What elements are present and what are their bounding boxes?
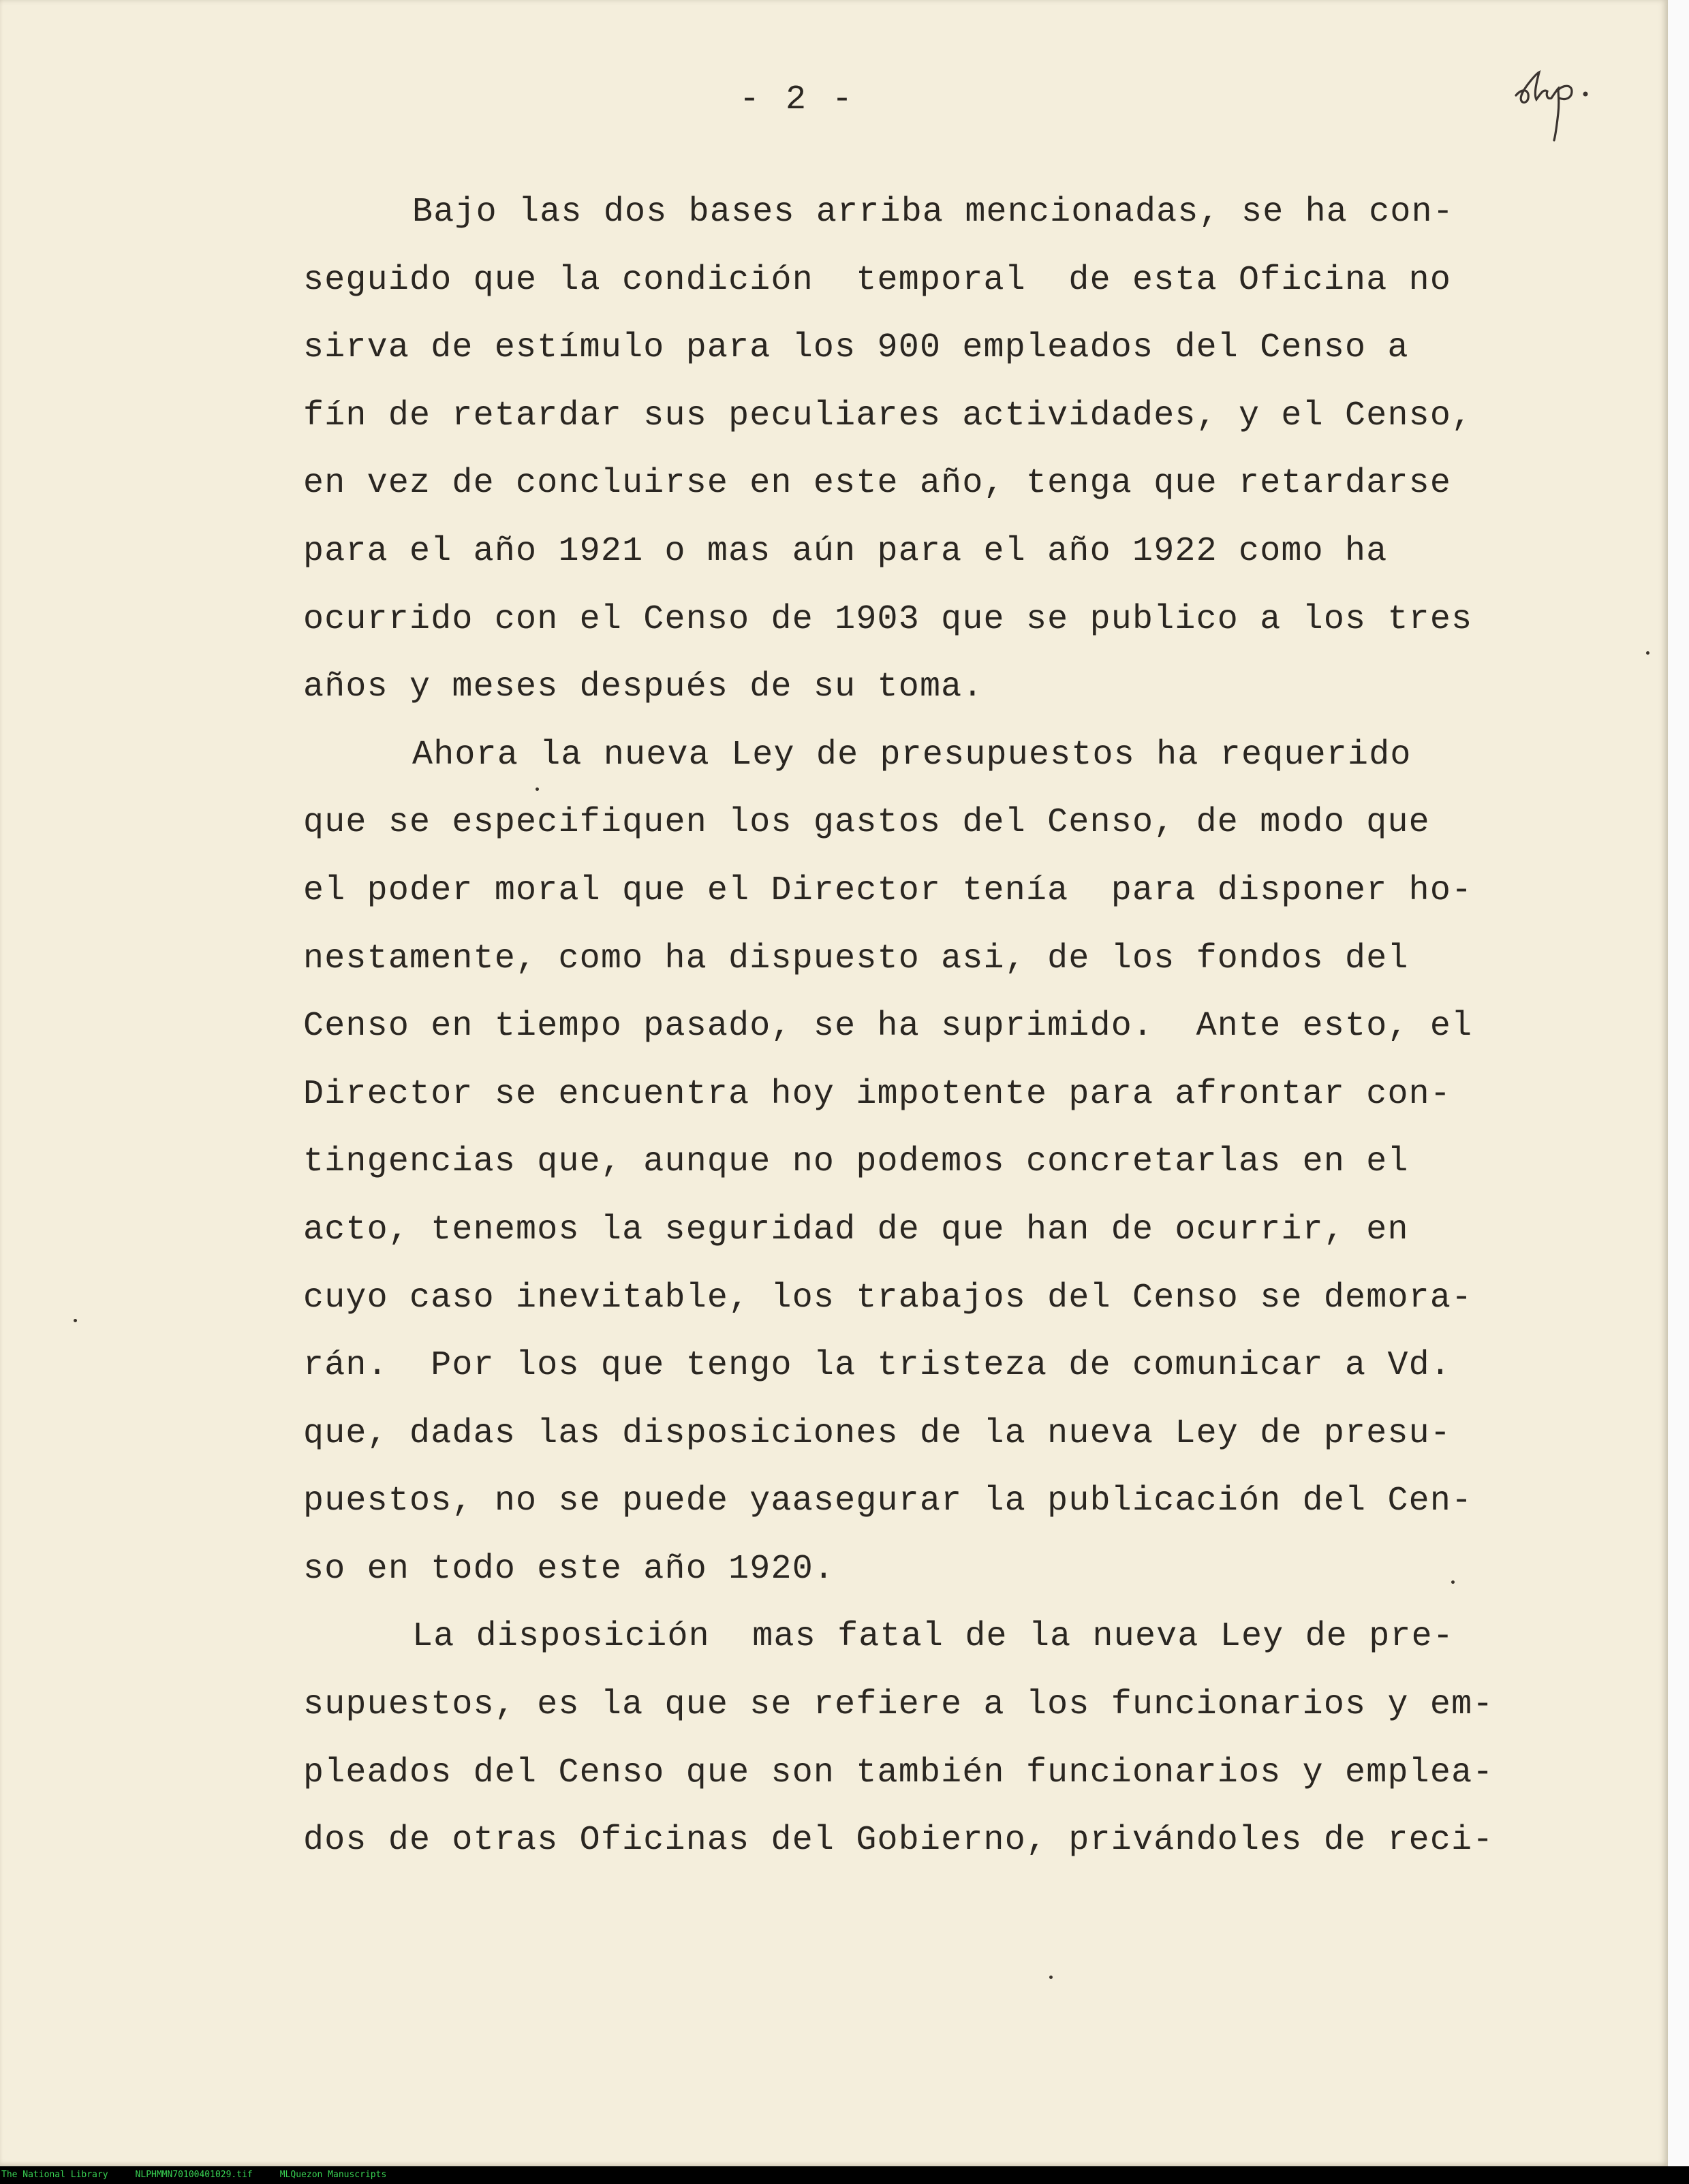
text-line: dos de otras Oficinas del Gobierno, privándoles de reci- (303, 1821, 1494, 1860)
letter-body (303, 178, 1530, 1875)
scan-margin (1668, 0, 1689, 2166)
paper-speck (1646, 651, 1649, 655)
text-line: puestos, no se puede yaasegurar la publicación del Cen- (303, 1482, 1473, 1521)
footer-collection: MLQuezon Manuscripts (279, 2170, 387, 2180)
text-line: Bajo las dos bases arriba mencionadas, se ha con- (412, 193, 1455, 232)
text-line: rán. Por los que tengo la tristeza de comunicar a Vd. (303, 1346, 1452, 1386)
text-line: Director se encuentra hoy impotente para afrontar con- (303, 1074, 1452, 1114)
text-line: Censo en tiempo pasado, se ha suprimido. Ante esto, el (303, 1007, 1473, 1046)
text-line: acto, tenemos la seguridad de que han de ocurrir, en (303, 1210, 1409, 1249)
paragraph-2 (303, 721, 1530, 1604)
text-line: que, dadas las disposiciones de la nueva Ley de presu- (303, 1414, 1452, 1453)
text-line: cuyo caso inevitable, los trabajos del Censo se demora- (303, 1278, 1473, 1317)
paper-speck (74, 1319, 77, 1322)
paragraph-3 (303, 1603, 1530, 1874)
text-line: años y meses después de su toma. (303, 668, 984, 707)
text-line: el poder moral que el Director tenía para disponer ho- (303, 871, 1473, 910)
text-line: so en todo este año 1920. (303, 1549, 835, 1589)
text-line: seguido que la condición temporal de esta Oficina no (303, 260, 1452, 300)
paper-speck (1049, 1976, 1053, 1979)
footer-library: The National Library (1, 2170, 108, 2180)
paper-speck (1451, 1580, 1455, 1584)
paper-speck (536, 787, 539, 791)
handwritten-annotation (1509, 60, 1632, 149)
page-number: - 2 - (739, 80, 856, 119)
scan-footer (0, 2166, 1689, 2184)
text-line: La disposición mas fatal de la nueva Ley de pre- (412, 1617, 1455, 1657)
paragraph-1 (303, 178, 1530, 721)
text-line: ocurrido con el Censo de 1903 que se publico a los tres (303, 599, 1473, 639)
text-line: en vez de concluirse en este año, tenga que retardarse (303, 464, 1452, 503)
text-line: sirva de estímulo para los 900 empleados del Censo a (303, 328, 1409, 368)
text-line: pleados del Censo que son también funcionarios y emplea- (303, 1753, 1494, 1792)
footer-filename: NLPHMMN70100401029.tif (135, 2170, 253, 2180)
text-line: que se especifiquen los gastos del Censo, de modo que (303, 803, 1430, 843)
text-line: nestamente, como ha dispuesto asi, de los fondos del (303, 939, 1409, 978)
text-line: supuestos, es la que se refiere a los funcionarios y em- (303, 1685, 1494, 1725)
text-line: tingencias que, aunque no podemos concretarlas en el (303, 1142, 1409, 1182)
text-line: fín de retardar sus peculiares actividades, y el Censo, (303, 396, 1473, 435)
text-line: para el año 1921 o mas aún para el año 1922 como ha (303, 531, 1388, 571)
text-line: Ahora la nueva Ley de presupuestos ha requerido (412, 735, 1412, 775)
